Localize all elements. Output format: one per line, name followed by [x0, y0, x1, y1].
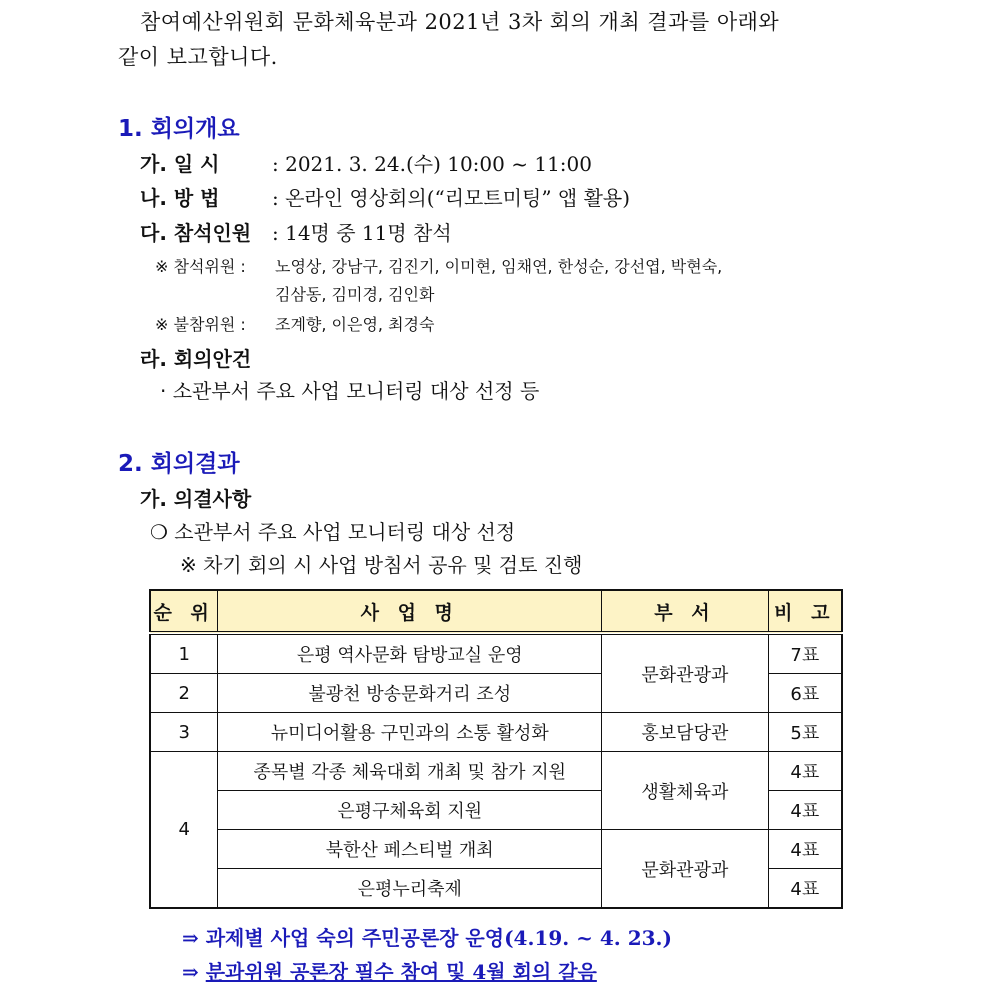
conclusion-2: [182, 956, 597, 985]
cell-note: 4표: [768, 752, 842, 791]
attendees-line-1: 노영상, 강남구, 김진기, 이미현, 임채연, 한성순, 강선엽, 박현숙,: [275, 257, 723, 276]
cell-dept: 홍보담당관: [602, 713, 769, 752]
agenda-label: 라. 회의안건: [140, 347, 252, 371]
header-rank: 순 위: [150, 590, 218, 633]
conclusion-1-text: 과제별 사업 숙의 주민공론장 운영(4.19. ~ 4. 23.): [205, 926, 672, 950]
cell-project: 북한산 페스티벌 개최: [218, 830, 602, 869]
cell-note: 7표: [768, 633, 842, 674]
intro-line-1: 참여예산위원회 문화체육분과 2021년 3차 회의 개최 결과를 아래와: [140, 10, 780, 34]
item-method-value: : 온라인 영상회의(“리모트미팅” 앱 활용): [272, 186, 631, 210]
cell-note: 5표: [768, 713, 842, 752]
cell-rank: 4: [150, 752, 218, 909]
table-row: [150, 713, 842, 752]
cell-note: 6표: [768, 674, 842, 713]
conclusion-2-text: 분과위원 공론장 필수 참여 및 4월 회의 갈음: [205, 960, 597, 984]
decision-item: ❍ 소관부서 주요 사업 모니터링 대상 선정: [150, 520, 516, 544]
cell-dept: 문화관광과: [602, 633, 769, 713]
item-date-value: : 2021. 3. 24.(수) 10:00 ~ 11:00: [272, 152, 592, 176]
section-2-title: 2. 회의결과: [118, 451, 240, 477]
table-header-row: [150, 590, 842, 633]
decision-sub-label: 가. 의결사항: [140, 487, 252, 511]
decision-note: ※ 차기 회의 시 사업 방침서 공유 및 검토 진행: [180, 553, 583, 577]
cell-project: 불광천 방송문화거리 조성: [218, 674, 602, 713]
header-project: 사 업 명: [218, 590, 602, 633]
cell-dept: 생활체육과: [602, 752, 769, 830]
table-row: [150, 752, 842, 791]
cell-rank: 2: [150, 674, 218, 713]
cell-note: 4표: [768, 830, 842, 869]
cell-project: 종목별 각종 체육대회 개최 및 참가 지원: [218, 752, 602, 791]
table-row: [150, 830, 842, 869]
cell-dept: 문화관광과: [602, 830, 769, 909]
item-attendance-value: : 14명 중 11명 참석: [272, 221, 452, 245]
absentees-list: 조계향, 이은영, 최경숙: [275, 315, 435, 334]
ranking-table: [149, 589, 843, 909]
cell-project: 은평 역사문화 탐방교실 운영: [218, 633, 602, 674]
cell-note: 4표: [768, 869, 842, 909]
cell-project: 뉴미디어활용 구민과의 소통 활성화: [218, 713, 602, 752]
item-method-label: 나. 방 법: [140, 186, 220, 210]
table-row: [150, 633, 842, 674]
cell-project: 은평누리축제: [218, 869, 602, 909]
cell-rank: 1: [150, 633, 218, 674]
cell-project: 은평구체육회 지원: [218, 791, 602, 830]
agenda-item: · 소관부서 주요 사업 모니터링 대상 선정 등: [160, 379, 540, 403]
absentees-label: ※ 불참위원 :: [155, 315, 246, 334]
item-attendance-label: 다. 참석인원: [140, 221, 252, 245]
attendees-line-2: 김삼동, 김미경, 김인화: [275, 285, 435, 304]
conclusion-1: [182, 922, 672, 951]
arrow-icon: ⇒: [182, 960, 199, 984]
cell-rank: 3: [150, 713, 218, 752]
section-1-title: 1. 회의개요: [118, 116, 240, 142]
attendees-label: ※ 참석위원 :: [155, 257, 246, 276]
header-note: 비 고: [768, 590, 842, 633]
intro-line-2: 같이 보고합니다.: [118, 45, 278, 69]
header-dept: 부 서: [602, 590, 769, 633]
arrow-icon: ⇒: [182, 926, 199, 950]
cell-note: 4표: [768, 791, 842, 830]
item-date-label: 가. 일 시: [140, 152, 220, 176]
